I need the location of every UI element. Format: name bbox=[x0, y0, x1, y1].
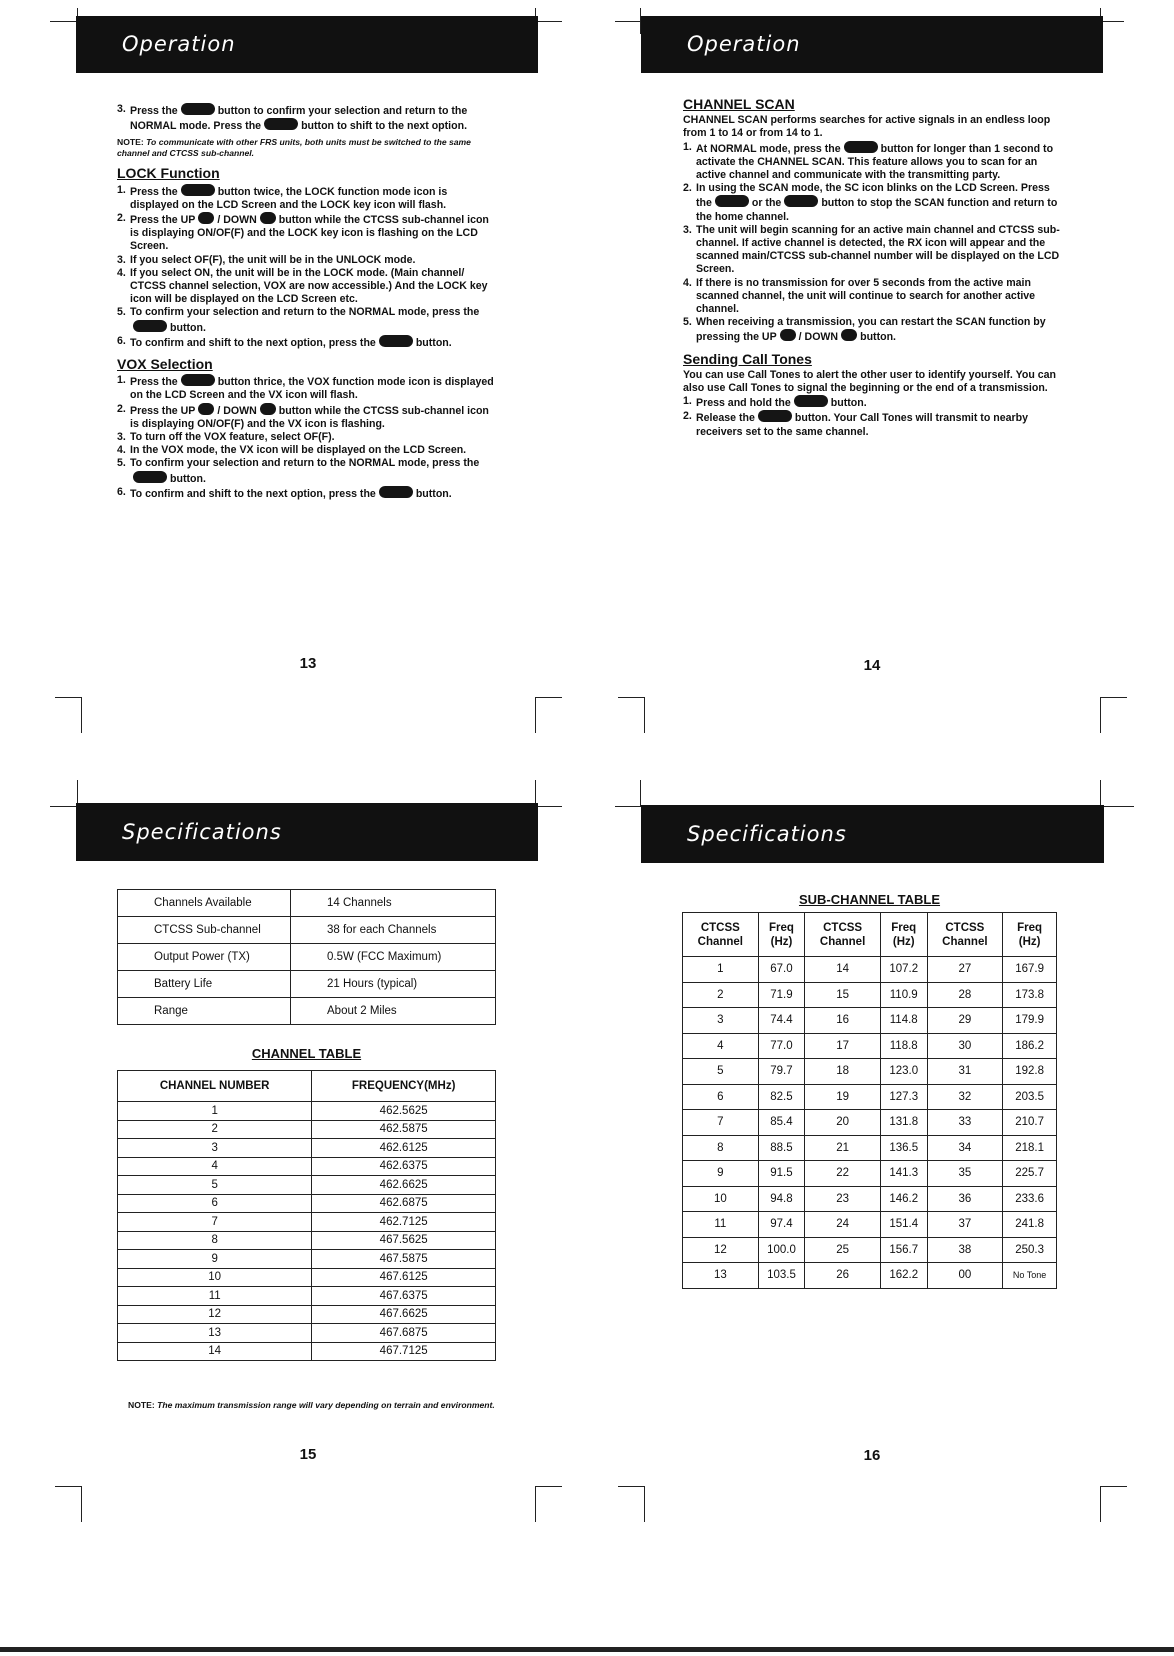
table-row bbox=[118, 1102, 496, 1121]
table-cell: 141.3 bbox=[880, 1161, 927, 1187]
column-header-line: (Hz) bbox=[1018, 935, 1041, 948]
channel-table bbox=[117, 1070, 496, 1361]
column-header-line: (Hz) bbox=[892, 935, 915, 948]
bottom-scan-edge bbox=[0, 1647, 1174, 1652]
table-cell: 24 bbox=[805, 1212, 881, 1238]
table-cell: 7 bbox=[683, 1110, 759, 1136]
table-cell: 210.7 bbox=[1003, 1110, 1057, 1136]
up-button-icon bbox=[780, 329, 796, 341]
page-15-header: Specifications bbox=[76, 803, 538, 861]
table-cell: 21 bbox=[805, 1135, 881, 1161]
table-row bbox=[683, 1033, 1057, 1059]
list-item: 2. Press the UP / DOWN button while the CTCSS sub-channel icon is displaying ON/OF(F) and the VX icon is flashing. bbox=[117, 402, 489, 430]
table-cell: 118.8 bbox=[880, 1033, 927, 1059]
ptt-button-icon bbox=[133, 320, 167, 332]
table-cell: 67.0 bbox=[758, 957, 805, 983]
table-row bbox=[118, 1324, 496, 1343]
column-header bbox=[758, 913, 805, 957]
table-row bbox=[118, 917, 496, 944]
menu-button-icon bbox=[784, 195, 818, 207]
table-cell: 14 bbox=[118, 1342, 312, 1361]
table-cell: 97.4 bbox=[758, 1212, 805, 1238]
column-header-line: Freq bbox=[891, 921, 917, 934]
table-cell: 28 bbox=[927, 982, 1003, 1008]
table-cell: CTCSS Sub-channel bbox=[118, 917, 291, 944]
table-row bbox=[118, 998, 496, 1025]
page-14-body: CHANNEL SCAN CHANNEL SCAN performs searches for active signals in an endless loop from 1 to 14 or from 14 to 1. 1. At NORMAL mode, press the button for longer than 1 second to activate the CHANNEL SCAN. This feature allows you to scan for an active channel and communicate with the transmitting party. 2. In using the SCAN mode, the SC icon blinks on the LCD Screen. Press the or the button to stop the SCAN function and return to the home channel. 3. The unit will begin scanning for an active main channel and CTCSS sub-channel. If active channel is detected, the RX icon will appear and the scanned main/CTCSS sub-channel number will be displayed on the LCD Screen. 4. If there is no transmission for over 5 seconds from the active main scanned channel, the unit will continue to search for another active channel. 5. When receiving a transmission, you can restart the SCAN function by pressing the UP / DOWN button. Sending Call Tones You can use Call Tones to alert the other user to identify yourself. You can also use Call Tones to signal the beginning or the end of a transmission. 1. Press and hold the button. 2. Release the button. Your Call Tones will transmit to nearby receivers set to the same channel. bbox=[683, 98, 1064, 439]
table-cell: 100.0 bbox=[758, 1237, 805, 1263]
section-title-lock: LOCK Function bbox=[117, 165, 220, 182]
table-cell: 14 Channels bbox=[291, 890, 496, 917]
ptt-button-icon bbox=[715, 195, 749, 207]
table-row bbox=[683, 1008, 1057, 1034]
table-cell: 13 bbox=[683, 1263, 759, 1289]
list-item: 6. To confirm and shift to the next option, press the button. bbox=[117, 334, 452, 349]
table-row bbox=[683, 1110, 1057, 1136]
table-row bbox=[683, 957, 1057, 983]
call-button-icon bbox=[758, 410, 792, 422]
table-cell: Battery Life bbox=[118, 971, 291, 998]
table-cell: 179.9 bbox=[1003, 1008, 1057, 1034]
table-row bbox=[118, 1250, 496, 1269]
table-cell: 38 bbox=[927, 1237, 1003, 1263]
table-cell: 7 bbox=[118, 1213, 312, 1232]
table-cell: 218.1 bbox=[1003, 1135, 1057, 1161]
table-cell: 23 bbox=[805, 1186, 881, 1212]
sub-channel-table bbox=[682, 912, 1057, 1289]
page-number: 15 bbox=[299, 1446, 317, 1463]
list-item: 6. To confirm and shift to the next option, press the button. bbox=[117, 485, 452, 500]
column-header-line: (Hz) bbox=[770, 935, 793, 948]
column-header-line: Freq bbox=[1017, 921, 1043, 934]
table-cell: 4 bbox=[683, 1033, 759, 1059]
table-cell: 30 bbox=[927, 1033, 1003, 1059]
table-cell: 462.5875 bbox=[312, 1120, 496, 1139]
section-title-call-tones: Sending Call Tones bbox=[683, 350, 812, 367]
table-cell: 74.4 bbox=[758, 1008, 805, 1034]
table-cell: 233.6 bbox=[1003, 1186, 1057, 1212]
note: NOTE: The maximum transmission range will vary depending on terrain and environment. bbox=[128, 1400, 495, 1410]
table-cell: 186.2 bbox=[1003, 1033, 1057, 1059]
table-cell: 462.6375 bbox=[312, 1157, 496, 1176]
page-16-header: Specifications bbox=[641, 805, 1104, 863]
column-header-line: Channel bbox=[819, 935, 866, 948]
table-cell: 18 bbox=[805, 1059, 881, 1085]
table-cell: 4 bbox=[118, 1157, 312, 1176]
menu-button-icon bbox=[844, 141, 878, 153]
table-cell: 17 bbox=[805, 1033, 881, 1059]
table-cell: 12 bbox=[118, 1305, 312, 1324]
table-cell: 26 bbox=[805, 1263, 881, 1289]
table-row bbox=[683, 1084, 1057, 1110]
table-cell: 110.9 bbox=[880, 982, 927, 1008]
table-cell: 173.8 bbox=[1003, 982, 1057, 1008]
table-row bbox=[118, 890, 496, 917]
table-cell: 10 bbox=[683, 1186, 759, 1212]
table-cell: 27 bbox=[927, 957, 1003, 983]
menu-button-icon bbox=[181, 103, 215, 115]
section-title-channel-scan: CHANNEL SCAN bbox=[683, 96, 795, 112]
up-button-icon bbox=[198, 403, 214, 415]
table-cell: 151.4 bbox=[880, 1212, 927, 1238]
column-header-line: CTCSS bbox=[700, 921, 740, 934]
table-cell: 162.2 bbox=[880, 1263, 927, 1289]
list-item: 2. Release the button. Your Call Tones will transmit to nearby receivers set to the same channel. bbox=[683, 410, 1028, 438]
table-cell: 34 bbox=[927, 1135, 1003, 1161]
table-cell: No Tone bbox=[1003, 1263, 1057, 1289]
column-header-line: CTCSS bbox=[823, 921, 863, 934]
table-cell: 5 bbox=[118, 1176, 312, 1195]
table-cell: 5 bbox=[683, 1059, 759, 1085]
table-row bbox=[683, 982, 1057, 1008]
table-cell: 11 bbox=[118, 1287, 312, 1306]
table-cell: About 2 Miles bbox=[291, 998, 496, 1025]
menu-button-icon bbox=[264, 118, 298, 130]
crop-line bbox=[1100, 780, 1101, 806]
table-cell: 36 bbox=[927, 1186, 1003, 1212]
table-cell: 15 bbox=[805, 982, 881, 1008]
column-header bbox=[805, 913, 881, 957]
menu-button-icon bbox=[379, 486, 413, 498]
table-row bbox=[118, 1176, 496, 1195]
menu-button-icon bbox=[181, 374, 215, 386]
down-button-icon bbox=[841, 329, 857, 341]
table-cell: 127.3 bbox=[880, 1084, 927, 1110]
menu-button-icon bbox=[379, 335, 413, 347]
table-cell: 462.7125 bbox=[312, 1213, 496, 1232]
table-cell: 19 bbox=[805, 1084, 881, 1110]
table-cell: 467.6125 bbox=[312, 1268, 496, 1287]
list-item: 4. If you select ON, the unit will be in the LOCK mode. (Main channel/ CTCSS channel selection, VOX are now accessible.) And the LOCK key icon will be displayed on the LCD Screen etc. bbox=[117, 266, 488, 306]
table-cell: 22 bbox=[805, 1161, 881, 1187]
table-cell: 77.0 bbox=[758, 1033, 805, 1059]
page-13-body bbox=[117, 103, 498, 501]
table-cell: 0.5W (FCC Maximum) bbox=[291, 944, 496, 971]
table-cell: 462.6875 bbox=[312, 1194, 496, 1213]
column-header-line: Channel bbox=[942, 935, 988, 948]
call-button-icon bbox=[794, 395, 828, 407]
list-item: 4. If there is no transmission for over 5 seconds from the active main scanned channel, the unit will continue to search for another active channel. bbox=[683, 276, 1036, 316]
crop-line bbox=[640, 780, 641, 806]
crop-mark bbox=[535, 697, 562, 733]
table-cell: 467.6875 bbox=[312, 1324, 496, 1343]
crop-mark bbox=[55, 697, 82, 733]
down-button-icon bbox=[260, 403, 276, 415]
list-item: 5. When receiving a transmission, you can restart the SCAN function by pressing the UP / DOWN button. bbox=[683, 316, 1046, 344]
page-number: 16 bbox=[863, 1447, 881, 1464]
up-button-icon bbox=[198, 212, 214, 224]
list-item: 3. If you select OF(F), the unit will be in the UNLOCK mode. bbox=[117, 253, 416, 266]
column-header: FREQUENCY(MHz) bbox=[312, 1071, 496, 1102]
table-cell: 6 bbox=[683, 1084, 759, 1110]
table-row bbox=[118, 1139, 496, 1158]
list-item: 2. In using the SCAN mode, the SC icon blinks on the LCD Screen. Press the or the button to stop the SCAN function and return to the home channel. bbox=[683, 182, 1058, 223]
table-cell: 2 bbox=[118, 1120, 312, 1139]
table-cell: 13 bbox=[118, 1324, 312, 1343]
list-item: 1. Press the button thrice, the VOX function mode icon is displayed on the LCD Screen and the VX icon will flash. bbox=[117, 374, 494, 402]
crop-mark bbox=[535, 1486, 562, 1522]
list-item: 3. Press the button to confirm your selection and return to the NORMAL mode. Press the button to shift to the next option. bbox=[117, 103, 468, 133]
crop-mark bbox=[55, 1486, 82, 1522]
table-cell: 467.5625 bbox=[312, 1231, 496, 1250]
table-cell: 2 bbox=[683, 982, 759, 1008]
table-cell: 225.7 bbox=[1003, 1161, 1057, 1187]
table-row bbox=[118, 1120, 496, 1139]
table-row bbox=[118, 944, 496, 971]
table-cell: 462.6625 bbox=[312, 1176, 496, 1195]
ptt-button-icon bbox=[133, 471, 167, 483]
table-cell: 10 bbox=[118, 1268, 312, 1287]
table-cell: 123.0 bbox=[880, 1059, 927, 1085]
table-cell: 25 bbox=[805, 1237, 881, 1263]
menu-button-icon bbox=[181, 184, 215, 196]
table-cell: 32 bbox=[927, 1084, 1003, 1110]
table-row bbox=[118, 1305, 496, 1324]
table-row bbox=[683, 1186, 1057, 1212]
table-cell: 192.8 bbox=[1003, 1059, 1057, 1085]
table-cell: 9 bbox=[683, 1161, 759, 1187]
down-button-icon bbox=[260, 212, 276, 224]
table-cell: 167.9 bbox=[1003, 957, 1057, 983]
note: NOTE: To communicate with other FRS units, both units must be switched to the same channel and CTCSS sub-channel. bbox=[117, 137, 471, 159]
list-item: 1. Press the button twice, the LOCK function mode icon is displayed on the LCD Screen and the LOCK key icon will flash. bbox=[117, 183, 448, 211]
table-cell: 114.8 bbox=[880, 1008, 927, 1034]
channel-table-title: CHANNEL TABLE bbox=[251, 1046, 362, 1061]
sub-channel-table-title: SUB-CHANNEL TABLE bbox=[798, 892, 941, 907]
table-row bbox=[118, 1194, 496, 1213]
table-cell: 91.5 bbox=[758, 1161, 805, 1187]
table-cell: 146.2 bbox=[880, 1186, 927, 1212]
table-row bbox=[683, 1135, 1057, 1161]
table-cell: 1 bbox=[683, 957, 759, 983]
table-row bbox=[118, 1287, 496, 1306]
table-cell: Channels Available bbox=[118, 890, 291, 917]
list-item: 3. The unit will begin scanning for an active main channel and CTCSS sub-channel. If active channel is detected, the RX icon will appear and the scanned main/CTCSS sub-channel number will be displayed on the LCD Screen. bbox=[683, 223, 1060, 276]
table-cell: 103.5 bbox=[758, 1263, 805, 1289]
table-cell: 29 bbox=[927, 1008, 1003, 1034]
table-row bbox=[118, 1268, 496, 1287]
page-number: 14 bbox=[863, 657, 881, 674]
table-row bbox=[118, 971, 496, 998]
table-cell: 88.5 bbox=[758, 1135, 805, 1161]
list-item: 2. Press the UP / DOWN button while the CTCSS sub-channel icon is displaying ON/OF(F) and the LOCK key icon is flashing on the LCD Screen. bbox=[117, 212, 489, 253]
table-cell: 9 bbox=[118, 1250, 312, 1269]
column-header-line: CTCSS bbox=[945, 921, 985, 934]
table-cell: 3 bbox=[118, 1139, 312, 1158]
table-row bbox=[683, 1263, 1057, 1289]
column-header bbox=[683, 913, 759, 957]
list-item: 5. To confirm your selection and return to the NORMAL mode, press thebutton. bbox=[117, 306, 480, 334]
table-cell: 71.9 bbox=[758, 982, 805, 1008]
table-cell: Output Power (TX) bbox=[118, 944, 291, 971]
table-row bbox=[118, 1157, 496, 1176]
table-cell: 94.8 bbox=[758, 1186, 805, 1212]
crop-mark bbox=[618, 1486, 645, 1522]
table-cell: 462.6125 bbox=[312, 1139, 496, 1158]
table-cell: 250.3 bbox=[1003, 1237, 1057, 1263]
table-cell: 107.2 bbox=[880, 957, 927, 983]
list-item: 5. To confirm your selection and return to the NORMAL mode, press thebutton. bbox=[117, 457, 480, 485]
column-header bbox=[927, 913, 1003, 957]
table-cell: 85.4 bbox=[758, 1110, 805, 1136]
table-cell: 79.7 bbox=[758, 1059, 805, 1085]
column-header bbox=[1003, 913, 1057, 957]
list-item: 1. Press and hold the button. bbox=[683, 395, 867, 410]
table-cell: 82.5 bbox=[758, 1084, 805, 1110]
crop-mark bbox=[618, 697, 645, 733]
table-cell: 12 bbox=[683, 1237, 759, 1263]
table-cell: 467.5875 bbox=[312, 1250, 496, 1269]
page-number: 13 bbox=[299, 655, 317, 672]
list-item: 1. At NORMAL mode, press the button for longer than 1 second to activate the CHANNEL SCAN. This feature allows you to scan for an active channel and communicate with the transmitting party. bbox=[683, 140, 1054, 182]
table-row bbox=[118, 1231, 496, 1250]
page-13-header: Operation bbox=[76, 16, 538, 73]
list-item: 4. In the VOX mode, the VX icon will be displayed on the LCD Screen. bbox=[117, 444, 467, 457]
table-cell: 8 bbox=[118, 1231, 312, 1250]
column-header-line: Freq bbox=[769, 921, 794, 934]
table-cell: 136.5 bbox=[880, 1135, 927, 1161]
table-cell: 37 bbox=[927, 1212, 1003, 1238]
crop-mark bbox=[1100, 1486, 1127, 1522]
table-cell: 21 Hours (typical) bbox=[291, 971, 496, 998]
table-cell: 35 bbox=[927, 1161, 1003, 1187]
table-cell: 31 bbox=[927, 1059, 1003, 1085]
column-header: CHANNEL NUMBER bbox=[118, 1071, 312, 1102]
table-row bbox=[683, 1212, 1057, 1238]
table-cell: 156.7 bbox=[880, 1237, 927, 1263]
table-cell: 00 bbox=[927, 1263, 1003, 1289]
section-title-vox: VOX Selection bbox=[117, 356, 213, 373]
list-item: 3. To turn off the VOX feature, select OF(F). bbox=[117, 431, 335, 444]
table-row bbox=[683, 1237, 1057, 1263]
crop-mark bbox=[1100, 697, 1127, 733]
table-cell: 38 for each Channels bbox=[291, 917, 496, 944]
page-14-header: Operation bbox=[641, 16, 1103, 73]
table-cell: Range bbox=[118, 998, 291, 1025]
table-row bbox=[118, 1342, 496, 1361]
table-cell: 241.8 bbox=[1003, 1212, 1057, 1238]
table-cell: 11 bbox=[683, 1212, 759, 1238]
table-row bbox=[683, 1059, 1057, 1085]
table-cell: 33 bbox=[927, 1110, 1003, 1136]
spec-table bbox=[117, 889, 496, 1025]
table-row bbox=[683, 1161, 1057, 1187]
column-header bbox=[880, 913, 927, 957]
table-cell: 467.6375 bbox=[312, 1287, 496, 1306]
table-cell: 20 bbox=[805, 1110, 881, 1136]
table-cell: 3 bbox=[683, 1008, 759, 1034]
table-cell: 14 bbox=[805, 957, 881, 983]
table-cell: 203.5 bbox=[1003, 1084, 1057, 1110]
column-header-line: Channel bbox=[697, 935, 744, 948]
table-cell: 1 bbox=[118, 1102, 312, 1121]
table-cell: 462.5625 bbox=[312, 1102, 496, 1121]
table-cell: 8 bbox=[683, 1135, 759, 1161]
table-row bbox=[118, 1213, 496, 1232]
table-cell: 467.6625 bbox=[312, 1305, 496, 1324]
table-cell: 16 bbox=[805, 1008, 881, 1034]
table-cell: 131.8 bbox=[880, 1110, 927, 1136]
table-cell: 467.7125 bbox=[312, 1342, 496, 1361]
table-cell: 6 bbox=[118, 1194, 312, 1213]
